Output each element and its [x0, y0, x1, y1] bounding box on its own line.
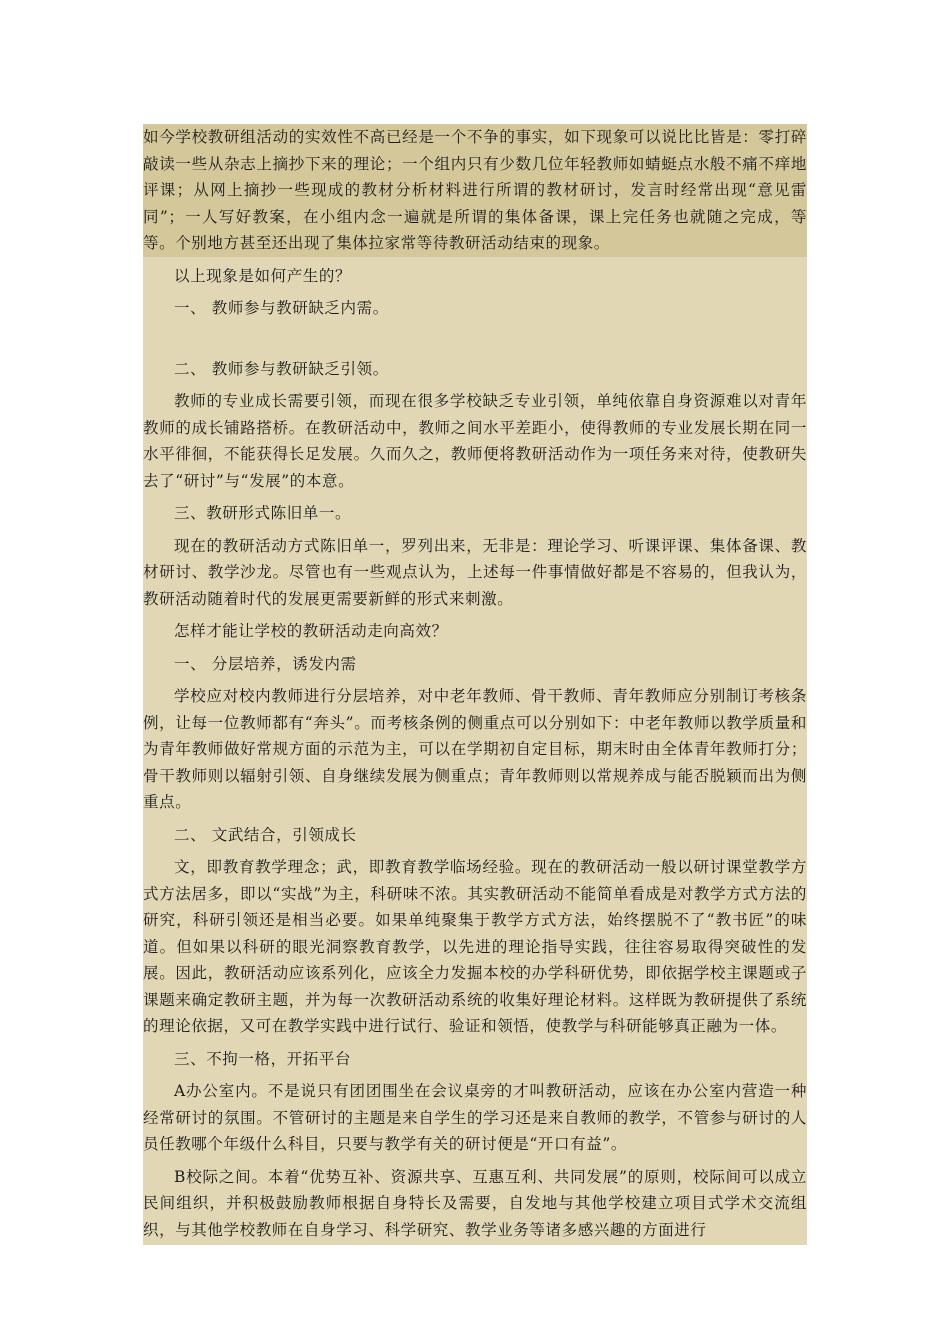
solution-paragraph-2: 文，即教育教学理念；武，即教育教学临场经验。现在的教研活动一般以研讨课堂教学方式方法居多，即以“实战”为主，科研味不浓。其实教研活动不能简单看成是对教学方式方法的研究，科研引领还是相当必要。如果单纯聚集于教学方式方法，始终摆脱不了“教书匠”的味道。但如果以科研的眼光洞察教育教学，以先进的理论指导实践，往往容易取得突破性的发展。因此，教研活动应该系列化，应该全力发掘本校的办学科研优势，即依据学校主课题或子课题来确定教研主题，并为每一次教研活动系统的收集好理论材料。这样既为教研提供了系统的理论依据，又可在教学实践中进行试行、验证和领悟，使教学与科研能够真正融为一体。 — [143, 858, 807, 1035]
cause-heading-3: 三、教研形式陈旧单一。 — [174, 504, 352, 522]
intro-paragraph: 如今学校教研组活动的实效性不高已经是一个不争的事实，如下现象可以说比比皆是：零打碎敲读一些从杂志上摘抄下来的理论；一个组内只有少数几位年轻教师如蜻蜓点水般不痛不痒地评课；从网上摘抄一些现成的教材分析材料进行所谓的教材研讨，发言时经常出现“意见雷同”；一人写好教案，在小组内念一遍就是所谓的集体备课，课上完任务也就随之完成，等等。个别地方甚至还出现了集体拉家常等待教研活动结束的现象。 — [143, 124, 807, 257]
question-heading-2: 怎样才能让学校的教研活动走向高效？ — [174, 622, 448, 640]
blank-space — [143, 322, 807, 350]
cause-paragraph-2: 教师的专业成长需要引领，而现在很多学校缺乏专业引领，单纯依靠自身资源难以对青年教师的成长铺路搭桥。在教研活动中，教师之间水平差距小，使得教师的专业发展长期在同一水平徘徊，不能获得长足发展。久而久之，教师便将教研活动作为一项任务来对待，使教研失去了“研讨”与“发展”的本意。 — [143, 392, 807, 490]
solution-heading-3: 三、不拘一格，开拓平台 — [174, 1049, 352, 1068]
question-heading-1: 以上现象是如何产生的？ — [174, 266, 352, 285]
solution-paragraph-1: 学校应对校内教师进行分层培养，对中老年教师、骨干教师、青年教师应分别制订考核条例，让每一位教师都有“奔头”。而考核条例的侧重点可以分别如下：中老年教师以教学质量和为青年教师做好常规方面的示范为主，可以在学期初自定目标，期末时由全体青年教师打分；骨干教师则以辐射引领、自身继续发展为侧重点；青年教师则以常规养成与能否脱颖而出为侧重点。 — [143, 687, 807, 811]
solution-paragraph-3a: A办公室内。不是说只有团团围坐在会议桌旁的才叫教研活动，应该在办公室内营造一种经常研讨的氛围。不管研讨的主题是来自学生的学习还是来自教师的教学，不管参与研讨的人员任教哪个年级什么科目，只要与教学有关的研讨便是“开口有益”。 — [143, 1082, 807, 1153]
solution-paragraph-3b: B校际之间。本着“优势互补、资源共享、互惠互利、共同发展”的原则，校际间可以成立民间组织，并积极鼓励教师根据自身特长及需要，自发地与其他学校建立项目式学术交流组织，与其他学校教师在自身学习、科学研究、教学业务等诸多感兴趣的方面进行 — [143, 1167, 807, 1239]
cause-paragraph-3: 现在的教研活动方式陈旧单一，罗列出来，无非是：理论学习、听课评课、集体备课、教材研讨、教学沙龙。尽管也有一些观点认为，上述每一件事情做好都是不容易的，但我认为，教研活动随着时代的发展更需要新鲜的形式来刺激。 — [143, 536, 807, 608]
solution-heading-2: 二、 文武结合，引领成长 — [174, 825, 357, 844]
solution-heading-1: 一、 分层培养，诱发内需 — [174, 654, 357, 673]
cause-heading-2: 二、 教师参与教研缺乏引领。 — [174, 359, 389, 378]
document-body — [143, 124, 807, 1245]
cause-heading-1: 一、 教师参与教研缺乏内需。 — [174, 299, 389, 317]
